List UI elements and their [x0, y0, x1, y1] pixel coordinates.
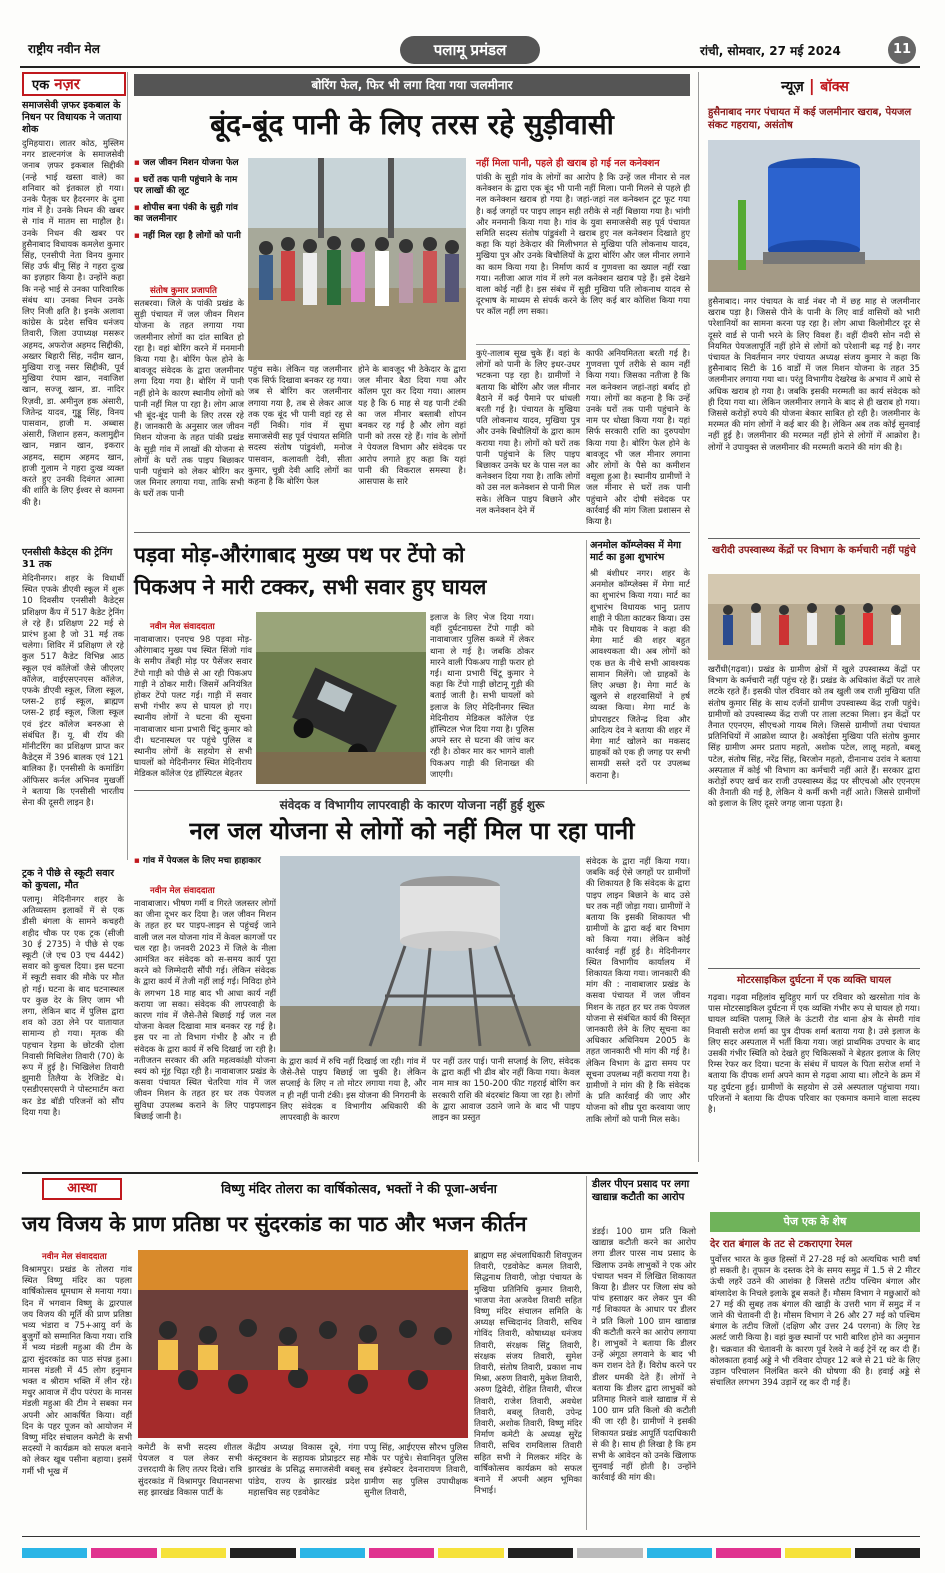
- section-divider: [134, 532, 690, 533]
- aastha-col-3: केंद्रीय अध्यक्ष विकास दूबे, गंगा कंस्ट्रक्शन के सहायक प्रोप्राइटर सह झारखंड के प्रसिद्ध समाजसेवी बबलू पांडेय, राज्य के झारखंड प्रदेश महासचिव सह एडवोकेट: [248, 1442, 360, 1497]
- bottom-section-rule: [22, 1172, 698, 1174]
- swatch-cyan: [647, 1548, 712, 1558]
- brief-body: पलामू। मेदिनीनगर शहर के अतिव्यस्तम इलाकों में से एक डीसी बंगला के सामने कचहरी शहीद चौक पर एक ट्रक (सीजी 30 ई 2735) ने पीछे से एक स्कूटी (जे एच 03 एच 4442) सवार को कुचल दिया। इस घटना में स्कूटी सवार की मौके पर मौत हो गई। घटना के बाद घटनास्थल पर कुछ देर के लिए जाम भी लगा, लेकिन बाद में पुलिस द्वारा शव को उठा लेने पर यातायात सामान्य हो गया। मृतक की पहचान रेड़मा के छोटकी दोला निवासी मिथिलेश तिवारी (70) के रूप में हुई है। भिखिलेश तिवारी झुमारी तिलैया के रेजिडेंट थे। एसडीएसएसपी ने पोस्टमार्टम करा कर डेड बॉडी परिजनों को सौंप दिया गया है।: [22, 894, 124, 1117]
- water-subhead: नहीं मिला पानी, पहले ही खराब हो गई नल कनेक्शन: [476, 158, 660, 169]
- newsbox-story1-headline: हुसैनाबाद नगर पंचायत में कई जलमीनार खराब, पेयजल संकट गहराया, असंतोष: [708, 107, 912, 131]
- footer-registration-bar: [22, 1548, 920, 1558]
- nal-col-2: के द्वारा कार्य में रुचि नहीं दिखाई जा रही। गांव में जैसे-तैसे पाइप बिछाई जा चुकी है। लेकिन सप्लाई के लिए न तो मोटर लगाया गया है, और न ही नहीं पानी टंकी। इस योजना की निगरानी के लिए संवेदक व विभागीय अधिकारी की लापरवाही के कारण: [280, 1056, 426, 1123]
- aastha-col-2: कमेटी के सभी सदस्य शीतल पेयजल व पल लेकर सभी उत्तरदायी के लिए तत्पर दिखे। रात्रि सुंदरकांड में विश्रामपुर विधानसभा सह झारखंड विकास पार्टी के: [138, 1442, 242, 1497]
- aastha-photo-kirtan: [138, 1250, 468, 1438]
- newsbox-divider: [708, 538, 920, 539]
- swatch-yellow: [785, 1548, 850, 1558]
- water-byline: संतोष कुमार प्रजापति: [150, 286, 217, 296]
- devotees-kirtan-illustration: [138, 1250, 468, 1438]
- water-bullet: ▪ नहीं मिल रहा है लोगों को पानी: [134, 231, 244, 242]
- news-box-label-a: न्यूज़: [781, 79, 804, 95]
- villagers-at-health-centre-illustration: [708, 574, 920, 660]
- accident-col-2: इलाज के लिए भेज दिया गया। वहीं दुर्घटनाग्रस्त टेंपो गाड़ी को नावाबाजार पुलिस कब्जे में लेकर थाना ले गई है। जबकि ठोकर मारने वाली पिकअप गाड़ी फरार हो गई। थाना प्रभारी चिंटू कुमार ने कहा कि टेंपो गाड़ी छोटानू गुड़ी की बताई जाती है। सभी घायलों को इलाज के लिए मेदिनीनगर स्थित मेदिनीराय मेडिकल कॉलेज एंड हॉस्पिटल भेज दिया गया है। पुलिस अपने स्तर से घटना की जांच कर रही है। ठोकर मार कर भागने वाली पिकअप गाड़ी की शिनाख्त की जाएगी।: [430, 612, 534, 779]
- villagers-photo-illustration: [248, 158, 466, 360]
- brief-body: दुमिहयारा। लातर कोठ, मुस्लिम नगर डाल्टनगंज के समाजसेवी जनाब ज़फर इकबाल सिद्दीकी (नन्हे भाई खस्ता वाले) का शनिवार को इंतकाल हो गया। उनके पैतृक घर हैदरनगर के दुमा गांव में है। उनके निधन की खबर से गांव में मातम सा माहौल है। उनके निधन की खबर पर हुसैनाबाद विधायक कमलेश कुमार सिंह, एनसीपी नेता विनय कुमार सिंह उर्फ बीनू सिंह ने गहरा दुःख का इज़हार किया है। उन्होंने कहा कि नन्हे भाई से उनका पारिवारिक संबंध था। उनका निधन उनके लिए निजी क्षति है। इनके अलावा कांग्रेस के प्रदेश सचिव धनंजय तिवारी, जिला उपाध्यक्ष मसरूर अहमद, अफरोज अहमद सिद्दीकी, अख्तर बिहारी सिंह, नदीम खान, मुखिया राजू नसर सिद्दीकी, पूर्व मुखिया रंपाम खान, नवाजिश खान, सज्जू खान, डा. नादिर रिज़वी, डा. अमीनुल हक अंसारी, जितेन्द्र यादव, गुड्डू सिंह, विनय पासवान, हाजी म. अब्बास अंसारी, जिशान हसन, कलामुद्दीन खान, मन्नान खान, इकरार अहमद, सद्दाम अहमद खान, हाजी गुलाम ने गहरा दुःख व्यक्त करते हुए उनकी दिवंगत आत्मा की शांति के लिए ईश्वर से कामना की है।: [22, 138, 124, 507]
- water-tank-tower-illustration: [280, 856, 580, 1052]
- news-box-label: [740, 76, 890, 100]
- nal-byline: नवीन मेल संवाददाता: [150, 886, 215, 896]
- blue-water-tank-illustration: [708, 140, 920, 292]
- page-number: 11: [888, 36, 916, 64]
- water-col-3: होने के बावजूद भी ठेकेदार के द्वारा जल मीनार बैठा दिया गया और कॉलम पूरा कर दिया गया। आलम यह है कि 6 माह से यह पानी टंकी का जल मीनार बस्ताबी शोपन बनकर रह गई है और लोग वहां पानी को तरस रहे हैं। गांव के लोगों ने पेयजल विभाग और संवेदक पर आरोप लगाते हुए कहा कि यहां पानी की विकराल समस्या है। आसपास के सारे: [358, 364, 466, 487]
- accident-photo: [256, 612, 426, 784]
- swatch-yellow: [161, 1548, 226, 1558]
- water-col-4: पांकी के सुड़ी गांव के लोगों का आरोप है कि उन्हें जल मीनार से नल कनेक्शन के द्वारा एक बूंद भी पानी नहीं मिला। पानी मिलने से पहले ही नल कनेक्शन खराब हो गया है। जहां-जहां नल कनेक्शन टूट फूट गया है। कई जगहों पर पाइप लाइन सही तरीके से नहीं बिछाया गया है। भांगी और मनमानी किया गया है। गांव के युवा समाजसेवी सह पूर्व पंचायत समिति सदस्य संतोष पांडुवंशी ने खराब हुए नल कनेक्शन दिखाते हुए कहा कि यहां ठेकेदार की मिलीभगत से मुखिया पति लोकनाथ यादव, मुखिया पुत्र और उनके बिचौलियों के द्वारा बोरिंग और जल मीनार लगाने का काम किया गया है। निर्माण कार्य व गुणवत्ता का ख्याल नहीं रखा गया। नतीजा आज गांव में लगे नल कनेक्शन खराब पड़े हैं। इसे देखने वाला कोई नहीं है। इस संबंध में सुड़ी मुखिया पति लोकनाथ यादव से दूरभाष के माध्यम से संपर्क करने के लिए कई बार कोशिश किया गया पर कॉल नहीं लग सका।: [476, 172, 690, 317]
- newsbox-divider: [708, 968, 920, 969]
- swatch-magenta: [369, 1548, 434, 1558]
- overturned-tempo-illustration: [256, 612, 426, 784]
- brief-headline: ट्रक ने पीछे से स्कूटी सवार को कुचला, मौत: [22, 868, 115, 891]
- water-rule: [476, 344, 690, 345]
- accident-col-1: नावाबाजार। एनएच 98 पड़वा मोड़-औरंगाबाद मुख्य पथ स्थित सिंजो गांव के समीप तेंबही मोड़ पर पैसेंजर सवार टेंपो गाड़ी को पीछे से आ रही पिकअप गाड़ी ने ठोकर मारी। जिसमें अनियंत्रित होकर टेंपो पलट गई। गाड़ी में सवार सभी गंभीर रूप से घायल हो गए। स्थानीय लोगों ने घटना की सूचना नावाबाजार थाना प्रभारी चिंटू कुमार को दी। घटनास्थल पर पहुंचे पुलिस व स्थानीय लोगों के सहयोग से सभी घायलों को मेदिनीनगर स्थित मेदिनीराय मेडिकल कॉलेज एंड हॉस्पिटल बेहतर: [134, 634, 252, 779]
- brief-truck: [22, 868, 124, 1117]
- dateline: रांची, सोमवार, 27 मई 2024: [700, 44, 841, 58]
- accident-byline: नवीन मेल संवाददाता: [150, 622, 215, 632]
- swatch-cyan: [300, 1548, 365, 1558]
- mart-body: श्री बंशीधर नगर। शहर के अनमोल कॉम्प्लेक्स में मेगा मार्ट का शुभारंभ किया गया। मार्ट का शुभारंभ विधायक भानु प्रताप शाही ने फीता काटकर किया। उस मौके पर विधायक ने कहा की मेगा मार्ट की शहर बहुत आवश्यकता थी। अब लोगों को एक छत के नीचे सभी आवश्यक सामान मिलेंगे। जो ग्राहकों के लिए अच्छा है। मेगा मार्ट के खुलने से शहरवासियों ने हर्ष व्यक्त किया। मेगा मार्ट के प्रोपराइटर जितेन्द्र दिवा और आदित्य देव ने बताया की शहर में मेगा मार्ट खोलने का मकसद ग्राहकों को एक ही जगह पर सभी सामग्री सस्ते दरों पर उपलब्ध कराना है।: [590, 568, 690, 780]
- ek-nazar-label-b: नज़र: [54, 75, 80, 93]
- newsbox-story1-photo: [708, 140, 920, 292]
- left-column-rule: [127, 72, 128, 860]
- section-title: पलामू प्रमंडल: [400, 36, 540, 64]
- dealer-headline: डीलर पीएन प्रसाद पर लगा खाद्यान्न कटौती का आरोप: [592, 1179, 690, 1203]
- brief-headline: एनसीसी कैडेट्स की ट्रेनिंग 31 तक: [22, 547, 113, 570]
- newsbox-story3-body: गढ़वा। गढ़वा महिलांव सुदिहुए मार्ग पर रविवार को खरसोता गांव के पास मोटरसाइकिल दुर्घटना में एक व्यक्ति गंभीर रूप से घायल हो गया। घायल व्यक्ति पलामू जिले के ऊंटारी रोड थाना क्षेत्र के सेमरी गांव निवासी सरोज शर्मा का पुत्र दीपक शर्मा बताया गया है। उसे इलाज के लिए सदर अस्पताल में भर्ती किया गया। जहां प्राथमिक उपचार के बाद उसकी गंभीर स्थिति को देखते हुए चिकित्सकों ने बेहतर इलाज के लिए रिम्स रेफर कर दिया। घटना के संबंध में घायल के पिता सरोज शर्मा ने बताया कि दीपक शर्मा अपने काम से गढ़वा आया था। लौटने के क्रम में यह दुर्घटना हुई। ग्रामीणों के सहयोग से उसे अस्पताल पहुंचाया गया। परिजनों ने बताया कि दीपक परिवार का एकमात्र कमाने वाला सदस्य है।: [708, 992, 920, 1115]
- ek-nazar-column: [22, 100, 124, 860]
- accident-headline-line-1: पड़वा मोड़-औरंगाबाद मुख्य पथ पर टेंपो को: [134, 543, 465, 567]
- swatch-magenta: [716, 1548, 781, 1558]
- water-bullets: [134, 158, 244, 282]
- water-col-2: पहुंच सके। लेकिन यह जलमीनार एक सिर्फ दिखावा बनकर रह गया। जब से बोरिंग कर जलमीनार लगाया गया है, तब से लेकर आज तक एक बूंद भी पानी वहां रह से नहीं निकी। गांव में सुधा समाजसेवी सह पूर्व पंचायत समिति सदस्य संतोष पांडुवंशी, मनोज पासवान, कलावती देवी, सीता कुमार, चुन्नी देवी आदि लोगों का कहना है कि बोरिंग फेल: [248, 364, 352, 487]
- section-divider: [134, 790, 690, 791]
- water-bullet: ▪ जल जीवन मिशन योजना फेल: [134, 158, 244, 169]
- aastha-col-1: विश्रामपुर। प्रखंड के तोलरा गांव स्थित विष्णु मंदिर का पहला वार्षिकोत्सव धूमधाम से मनाया गया। दिन में भगवान विष्णु के द्वारपाल जय विजय की मूर्ति की प्राण प्रतिष्ठा भव्य भंडारा व 75+आयु वर्ग के बुजुर्गों को सम्मानित किया गया। रात्रि में भव्य मंडली महुआ की टीम के द्वारा सुंदरकांड का पाठ संपन्न हुआ। मानस मंडली में 45 लोग हनुमान भक्त व श्रीराम भक्ति में लीन रहे। मधुर आवाज में दीप परंपरा के मानस मंडली महुआ की टीम ने सबका मन अपनी ओर आकर्षित किया। वहीं दिन के पहर पूजन को आयोजन में विष्णु मंदिर संचालन कमेटी के सभी सदस्यों ने कार्यक्रम को सफल बनाने को लेकर खूब पसीना बहाया। इसमें गर्मी भी भूख में: [22, 1264, 132, 1476]
- swatch-cyan: [22, 1548, 87, 1558]
- water-bullet: ▪ घरों तक पानी पहुंचाने के नाम पर लाखों की लूट: [134, 175, 244, 197]
- nal-col-3: पर नहीं उतर पाई। पानी सप्लाई के लिए, संवेदक के द्वारा कहीं भी ढीव बोर नहीं किया गया। केवल नाम मात्र का 150-200 फीट गहराई बोरिंग कर सरकारी राशि की बंदरबांट किया जा रहा है। लोगों के द्वारा आवाज उठाने जाने के बाद भी पाइप लाइन का प्रस्तुत: [432, 1056, 580, 1123]
- shesh-body: पुर्वोत्तर भारत के कुछ हिस्सों में 27-28 मई को अत्यधिक भारी वर्षा हो सकती है। तूफान के दस्तक देने के समय समुद्र में 1.5 से 2 मीटर ऊंची लहरें उठने की आशंका है जिससे तटीय पश्चिम बंगाल और बांग्लादेश के निचले इलाके डूब सकते हैं। मौसम विभाग ने मछुआरों को 27 मई की सुबह तक बंगाल की खाड़ी के उत्तरी भाग में समुद्र में न जाने की चेतावनी दी है। मौसम विभाग ने 26 और 27 मई को पश्चिम बंगाल के तटीय जिलों (दक्षिण और उत्तर 24 परगना) के लिए रेड अलर्ट जारी किया है। वहां कुछ स्थानों पर भारी बारिश होने का अनुमान है। चक्रवात की चेतावनी के कारण पूर्व रेलवे ने कई ट्रेनें रद्द कर दी हैं। कोलकाता हवाई अड्डे ने भी रविवार दोपहर 12 बजे से 21 घंटे के लिए उड़ान परिचालन निलंबित करने की घोषणा की है। हवाई अड्डे से संचालित लगभग 394 उड़ानें रद्द कर दी गई हैं।: [710, 1254, 920, 1388]
- water-headline: बूंद-बूंद पानी के लिए तरस रहे सुड़ीवासी: [210, 108, 614, 141]
- newsbox-story1-body: हुसैनाबाद। नगर पंचायत के वार्ड नंबर नौ में छह माह से जलमीनार खराब पड़ा है। जिससे पीने के पानी के लिए वार्ड वासियों को भारी परेशानियों का सामना करना पड़ रहा है। लोग आधा किलोमीटर दूर से दूसरे वार्ड से पानी भरने के लिए विवश हैं। वहीं दीवरी सोन नदी से नियमित पेयजलापूर्ति नहीं होने से लोगों को परेशानी बढ़ गई है। नगर पंचायत के निवर्तमान नगर पंचायत अध्यक्ष संजय कुमार ने कहा कि हुसैनाबाद सिटी के 16 वार्डों में जल मिशन योजना के तहत 35 जलमीनार लगाया गया था। परंतु विभागीय देखरेख के अभाव में आधे से अधिक खराब हो गया है। जबकि इसकी मरम्मती का कार्य संवेदक को ही दिया गया था। लेकिन जलमीनार लगाने के बाद से ही खराब हो गया। जिससे करोड़ों रुपये की योजना बेकार साबित हो रही है। जलमीनार के मरम्मत की मांग लोगों ने कई बार की है। लेकिन अब तक कोई सुनवाई नहीं हुई है। जलमीनार की मरम्मत नहीं होने से लोगों में आक्रोश है। लोगों ने उपायुक्त से जलमीनार की मरम्मती कराने की मांग की है।: [708, 296, 920, 452]
- newsbox-story3-headline: मोटरसाइकिल दुर्घटना में एक व्यक्ति घायल: [737, 975, 891, 986]
- aastha-col-5: पप्पु सिंह, आईएएस सौरभ पुलिस मौके पर पहुंचे। सेवानिवृत पुलिस सब इंस्पेक्टर देवनारायण तिवारी, ग्रामीण सह पुलिस उपाधीक्षक सुनील तिवारी,: [364, 1442, 468, 1497]
- swatch-black: [855, 1548, 920, 1558]
- nal-col-1: नावाबाजार। भीषण गर्मी व गिरते जलस्तर लोगों का जीना दूभर कर दिया है। जल जीवन मिशन के तहत हर घर पाइप-लाइन से पहुंचई जाने वाली जल नल योजना गांव में केवल कागजों पर चल रहा है। जनवरी 2023 में जिले के नीला आमंत्रित कर संवेदक को स-समय कार्य पूरा करने को जिम्मेदारी सौंपी गई। लेकिन संवेदक के द्वारा कार्य में तेजी नहीं लाई गई। निविदा होने के लगभग 18 माह बाद भी आधा कार्य नहीं कराया जा सका। संवेदक की लापरवाही के कारण गांव में जैसे-तैसे बिछाई गई जल नल योजना केवल दिखावा मात्र बनकर रह गई है। इस पर ना तो विभाग गंभीर है और न ही संवेदक के द्वारा कार्य में रुचि दिखाई जा रही है। नतीजतन सरकार की अति महत्वकांक्षी योजना स्वयं को मूंह चिढ़ा रही है। नावाबाजार प्रखंड के कसवा पंचायत स्थित चेतरिया गांव में जल जीवन मिशन के तहत हर घर तक पेयजल सुविधा उपलब्ध कराने के लिए पाइपलाइन बिछाई जानी है।: [134, 898, 276, 1121]
- dealer-rule: [586, 1176, 587, 1530]
- news-box-label-sep: |: [808, 76, 821, 95]
- water-photo-villagers: [248, 158, 466, 360]
- news-box-label-b: बॉक्स: [820, 79, 849, 95]
- nal-bullet: ▪ गांव में पेयजल के लिए मचा हाहाकार: [134, 856, 274, 867]
- mart-headline: अनमोल कॉम्प्लेक्स में मेगा मार्ट का हुआ शुभारंभ: [590, 540, 681, 563]
- aastha-kicker: विष्णु मंदिर तोलरा का वार्षिकोत्सव, भक्तों ने की पूजा-अर्चना: [221, 1181, 497, 1196]
- water-col-1: सतबरवा। जिले के पांकी प्रखंड के सुड़ी पंचायत में जल जीवन मिशन योजना के तहत लगाया गया जलमीनार लोगों का दांत साबित हो रहा है। वहां बोरिंग करने में मनमानी किया गया है। बोरिंग फेल होने के बावजूद संवेदक के द्वारा जलमीनार लगा दिया गया है। बोरिंग में पानी नहीं होने के कारण स्थानीय लोगों को पानी नहीं मिल पा रहा है। लोग आज भी बूंद-बूंद पानी के लिए तरस रहे हैं। जानकारी के अनुसार जल जीवन मिशन योजना के तहत पांकी प्रखंड के सुड़ी गांव में लाखों की योजना से लोगों के घरों तक पाइप बिछाकर पानी पहुंचाने को लेकर बोरिंग कर जल मिनार लगाया गया, ताकि सभी के घरों तक पानी: [134, 298, 244, 499]
- accident-mart-rule: [586, 540, 587, 784]
- swatch-magenta: [91, 1548, 156, 1558]
- swatch-grey: [577, 1548, 642, 1558]
- paper-name: राष्ट्रीय नवीन मेल: [28, 42, 100, 56]
- accident-headline-line-2: पिकअप ने मारी टक्कर, सभी सवार हुए घायल: [134, 575, 487, 599]
- aastha-label: आस्था: [42, 1178, 122, 1200]
- aastha-col-4: ब्राह्मण सह अंचलाधिकारी शिवपूजन तिवारी, एडवोकेट कमल तिवारी, सिद्धनाथ तिवारी, जोड़ा पंचायत के मुखिया प्रतिनिधि कुमार तिवारी, भाजपा नेता अजयेश तिवारी सहित विष्णु मंदिर संचालन समिति के अध्यक्ष सच्चिदानंद तिवारी, सचिव गोविंद तिवारी, कोषाध्यक्ष धनंजय तिवारी, संरक्षक सिंटु तिवारी, संरक्षक संजय तिवारी, सुमेश तिवारी, संतोष तिवारी, प्रकाश नाथ मिश्रा, अरुण तिवारी, मुकेश तिवारी, अरुण द्विवेदी, रोहित तिवारी, धीरज तिवारी, राजेश तिवारी, अवधेश तिवारी, बबलू तिवारी, उपेन्द्र तिवारी, अशोक तिवारी, विष्णु मंदिर निर्माण कमेटी के अध्यक्ष सुरेंद्र तिवारी, सचिव रामविलास तिवारी सहित सभी ने मिलकर मंदिर के वार्षिकोत्सव कार्यक्रम को सफल बनाने में अपनी अहम भूमिका निभाई।: [474, 1250, 582, 1496]
- water-col-5: कुएं-तालाब सूख चुके हैं। वहां के लोगों को पानी के लिए इधर-उधर भटकना पड़ रहा है। ग्रामीणों ने बताया कि बोरिंग और जल मीनार बैठाने में कई पैमाने पर धांधली बरती गई है। पंचायत के मुखिया पति लोकनाथ यादव, मुखिया पुत्र और उनके बिचौलियों के द्वारा काम कराया गया है। लोगों को घरों तक पानी पहुंचाने के लिए पाइप बिछाकर उनके घर के पास नल का कनेक्शन दिया गया है। ताकि लोगों को उस नल कनेक्शन से पानी मिल सके। लेकिन पाइप बिछाने और नल कनेक्शन देने में: [476, 348, 580, 515]
- swatch-yellow: [438, 1548, 503, 1558]
- nal-kicker: संवेदक व विभागीय लापरवाही के कारण योजना नहीं हुई शुरू: [279, 798, 545, 812]
- newsbox-story2-photo: [708, 574, 920, 660]
- nal-col-4: संवेदक के द्वारा नहीं किया गया। जबकि कई ऐसे जगहों पर ग्रामीणों की शिकायत है कि संवेदक के द्वारा पाइप लाइन बिछाने के बाद उसे घर तक नहीं जोड़ा गया। ग्रामीणों ने बताया कि इसकी शिकायत भी ग्रामीणों के द्वारा कई बार विभाग को किया गया। लेकिन कोई कार्रवाई नहीं हुई है। मेदिनीनगर स्थित विभागीय कार्यालय में शिकायत किया गया। जानकारी की मांग की : नावाबाजार प्रखंड के कसवा पंचायत में जल जीवन मिशन के तहत हर घर तक पेयजल योजना से संबंधित कार्य की विस्तृत जानकारी लेने के लिए सूचना का अधिकार अधिनियम 2005 के तहत जानकारी भी मांग की गई है। लेकिन विभाग के द्वारा समय पर सूचना उपलब्ध नहीं कराया गया है। ग्रामीणों ने मांग की है कि संवेदक के प्रति कार्रवाई की जाए और योजना को शीघ्र पूरा करवाया जाए ताकि लोगों को पानी मिल सके।: [586, 856, 690, 1124]
- ek-nazar-label-a: एक: [32, 78, 50, 93]
- right-column-rule: [698, 72, 699, 1162]
- shesh-headline: देर रात बंगाल के तट से टकराएगा रेमल: [710, 1239, 853, 1250]
- newsbox-story2-headline: खरीदी उपस्वास्थ्य केंद्रों पर विभाग के कर्मचारी नहीं पहुंचे: [712, 545, 916, 556]
- water-col-6: काफी अनियमितता बरती गई है। गुणवत्ता पूर्ण तरीके से काम नहीं किया गया। जिसका नतीजा है कि नल कनेक्शन जहां-तहां बर्बाद हो गया। लोगों का कहना है कि उन्हें उनके घरों तक पानी पहुंचाने के नाम पर धोखा किया गया है। यहां सिर्फ सरकारी राशि का दुरुपयोग किया गया है। बोरिंग फेल होने के बावजूद भी जल मीनार लगाना और लोगों के पैसे का कमीशन वसूला हुआ है। स्थानीय ग्रामीणों ने जल मीनार से घरों तक पानी पहुंचाने और दोषी संवेदक पर कार्रवाई की मांग जिला प्रशासन से किया है।: [586, 348, 690, 527]
- shesh-label: पेज एक के शेष: [710, 1212, 920, 1232]
- swatch-black: [508, 1548, 573, 1558]
- newsbox-story2-body: खरौंधी(गढ़वा)। प्रखंड के ग्रामीण क्षेत्रों में खुले उपस्वास्थ्य केंद्रों पर विभाग के कर्मचारी नहीं पहुंच रहे हैं। प्रखंड के अधिकांश केंद्रों पर ताले लटके रहते हैं। इसकी पोल रविवार को तब खुली जब राजी मुखिया पति संतोष कुमार सिंह के साथ दर्जनों ग्रामीण उपस्वास्थ्य केंद्र राजी पहुंचे। ग्रामीणों को उपस्वास्थ्य केंद्र राजी पर ताला लटका मिला। इन केंद्रों पर तैनात एएनएम, सीएचओ गायब मिले। जिससे ग्रामीणों तथा पंचायत प्रतिनिधियों में आक्रोश व्याप्त है। अकोईसा मुखिया पति संतोष कुमार सिंह ग्रामीण अमर प्रताप महतो, अशोक पटेल, लालू महतो, बबलू पटेल, संतोष सिंह, नरेंद्र सिंह, बिरजोन महतो, दीनानाथ उरांव ने बताया अस्पताल में कोई भी विभाग का कर्मचारी नहीं आते हैं। सरकार द्वारा करोड़ों रुपए खर्च कर राजी उपस्वास्थ्य केंद्र पर सीएचओ और एएनएम की तैनाती की गई है, लेकिन ये कर्मी कभी नहीं आते। जिससे ग्रामीणों को इलाज के लिए दूसरे जगह जाना पड़ता है।: [708, 664, 920, 809]
- nal-photo-watertank: [280, 856, 580, 1052]
- dealer-body: डंडई। 100 ग्राम प्रति किलो खाद्यान्न कटौती करने का आरोप लगा डीलर पारस नाथ प्रसाद के खिलाफ उनके लाभुकों ने एक ओर पंचायत भवन में लिखित शिकायत किया है। डीलर पर जिला संघ को पांच हस्ताक्षर कर लेकर पुन की गई शिकायत के आधार पर डीलर ने प्रति किलो 100 ग्राम खाद्यान्न की कटौती करने का आरोप लगाया है। लाभुकों ने बताया कि डीलर उन्हें अंगूठा लगवाने के बाद भी कम राशन देते हैं। विरोध करने पर डीलर धमकी देते हैं। लोगों ने बताया कि डीलर द्वारा लाभुकों को प्रतिमाह मिलने वाले खाद्यान्न में से 100 ग्राम प्रति किलो की कटौती की जा रही है। ग्रामीणों ने इसकी शिकायत प्रखंड आपूर्ति पदाधिकारी से की है। साथ ही लिखा है कि हम सभी के आवेदन को उनके खिलाफ सुनवाई नहीं होती है। उन्होंने कार्रवाई की मांग की।: [592, 1226, 696, 1483]
- water-kicker: बोरिंग फेल, फिर भी लगा दिया गया जलमीनार: [311, 78, 513, 92]
- ek-nazar-label: [22, 72, 126, 96]
- aastha-byline: नवीन मेल संवाददाता: [42, 1252, 107, 1262]
- brief-headline: समाजसेवी ज़फर इकबाल के निधन पर विधायक ने जताया शोक: [22, 100, 122, 135]
- water-bullet: ▪ शोपीस बना पंकी के सुड़ी गांव का जलमीनार: [134, 203, 244, 225]
- footer-rule: [22, 1536, 920, 1537]
- nal-headline: नल जल योजना से लोगों को नहीं मिल पा रहा पानी: [189, 817, 635, 845]
- aastha-headline: जय विजय के प्राण प्रतिष्ठा पर सुंदरकांड का पाठ और भजन कीर्तन: [22, 1212, 527, 1236]
- brief-body: मेदिनीनगर। शहर के विधार्थी स्थित एफके डीएवी स्कूल में शुरू 10 दिवसीय एनसीसी कैडेट्स प्रशिक्षण कैंप में 517 कैडेट ट्रेनिंग ले रहे हैं। प्रशिक्षण 22 मई से प्रारंभ हुआ है जो 31 मई तक चलेगा। शिविर में प्रशिक्षण ले रहे कुल 517 कैडेट विभिन्न आठ स्कूल एवं कॉलेजों जैसे जीएलए कॉलेज, वाईएसएनएस कॉलेज, एफके डीएवी स्कूल, जिला स्कूल, प्लस-2 हाई स्कूल, ब्राह्मण प्लस-2 हाई स्कूल, जिला स्कूल एवं इंटर कॉलेज बनरुआ से संबंधित हैं। यू. बी रॉय की मॉनीटरिंग का प्रशिक्षण प्राप्त कर कैडेट्स में 396 बालक एवं 121 बालिका हैं। एनसीसी के कमांडिंग ऑफिसर कर्नल अभिनव मुखर्जी ने बताया कि एनसीसी भारतीय सेना की दूसरी लाइन है।: [22, 573, 124, 808]
- swatch-black: [230, 1548, 295, 1558]
